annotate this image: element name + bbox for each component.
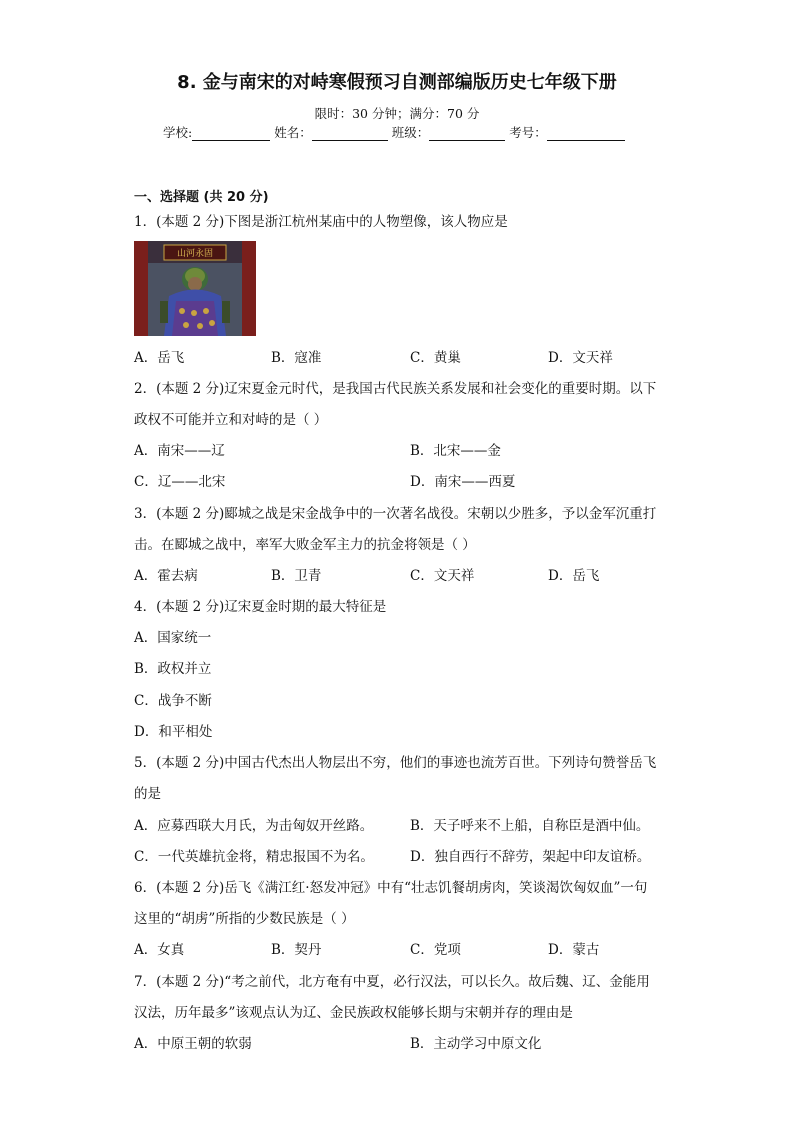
q3-option-b[interactable]: B．卫青 (271, 568, 322, 584)
school-blank[interactable] (192, 127, 270, 141)
q1-option-d[interactable]: D．文天祥 (548, 350, 613, 366)
number-label: 考号： (509, 125, 547, 140)
q6-option-a[interactable]: A．女真 (134, 942, 185, 958)
q6-option-c[interactable]: C．党项 (410, 942, 461, 958)
q1-option-a[interactable]: A．岳飞 (134, 350, 185, 366)
question-2-text-2: 政权不可能并立和对峙的是（ ） (134, 412, 328, 428)
q3-option-a[interactable]: A．霍去病 (134, 568, 198, 584)
question-7-text-2: 汉法，历年最多”该观点认为辽、金民族政权能够长期与宋朝并存的理由是 (134, 1005, 573, 1021)
question-4-text: 4．(本题 2 分)辽宋夏金时期的最大特征是 (134, 599, 387, 615)
q7-option-b[interactable]: B．主动学习中原文化 (410, 1036, 542, 1052)
q4-option-b[interactable]: B．政权并立 (134, 661, 212, 677)
class-label: 班级： (391, 125, 430, 140)
name-label: 姓名： (274, 125, 312, 140)
question-3-text-1: 3．(本题 2 分)郾城之战是宋金战争中的一次著名战役。宋朝以少胜多，予以金军沉重打 (134, 506, 657, 522)
q2-option-a[interactable]: A．南宋——辽 (134, 443, 225, 459)
q5-option-a[interactable]: A．应募西联大月氏，为击匈奴开丝路。 (134, 818, 374, 834)
question-5-text-1: 5．(本题 2 分)中国古代杰出人物层出不穷，他们的事迹也流芳百世。下列诗句赞誉岳飞 (134, 755, 657, 771)
q2-option-d[interactable]: D．南宋——西夏 (410, 474, 516, 490)
number-blank[interactable] (547, 127, 625, 141)
question-3-text-2: 击。在郾城之战中，率军大败金军主力的抗金将领是（ ） (134, 537, 476, 553)
question-5-text-2: 的是 (134, 786, 161, 802)
question-1-text: 1．(本题 2 分)下图是浙江杭州某庙中的人物塑像，该人物应是 (134, 214, 508, 230)
student-info-line (163, 123, 625, 141)
q4-option-d[interactable]: D．和平相处 (134, 724, 213, 740)
q5-option-c[interactable]: C．一代英雄抗金将，精忠报国不为名。 (134, 849, 374, 865)
statue-illustration (134, 241, 256, 336)
q2-option-b[interactable]: B．北宋——金 (410, 443, 501, 459)
question-6-text-1: 6．(本题 2 分)岳飞《满江红·怒发冲冠》中有“壮志饥餐胡虏肉，笑谈渴饮匈奴血”一句 (134, 880, 648, 896)
q4-option-a[interactable]: A．国家统一 (134, 630, 212, 646)
section-title: 一、选择题 (共 20 分) (134, 190, 269, 205)
q5-option-b[interactable]: B．天子呼来不上船，自称臣是酒中仙。 (410, 818, 650, 834)
q5-option-d[interactable]: D．独自西行不辞劳，架起中印友谊桥。 (410, 849, 651, 865)
q1-option-c[interactable]: C．黄巢 (410, 350, 461, 366)
class-blank[interactable] (429, 127, 505, 141)
shrine-sign-text: 山河永固 (176, 249, 214, 259)
q3-option-c[interactable]: C．文天祥 (410, 568, 475, 584)
school-label: 学校: (163, 125, 193, 140)
time-score-line: 限时：30 分钟；满分：70 分 (314, 106, 480, 121)
statue-photo (134, 241, 256, 336)
name-blank[interactable] (312, 127, 388, 141)
q6-option-b[interactable]: B．契丹 (271, 942, 322, 958)
q6-option-d[interactable]: D．蒙古 (548, 942, 600, 958)
question-2-text-1: 2．(本题 2 分)辽宋夏金元时代，是我国古代民族关系发展和社会变化的重要时期。以下 (134, 381, 657, 397)
q4-option-c[interactable]: C．战争不断 (134, 693, 212, 709)
page-title: 8. 金与南宋的对峙寒假预习自测部编版历史七年级下册 (177, 72, 617, 93)
q7-option-a[interactable]: A．中原王朝的软弱 (134, 1036, 252, 1052)
question-7-text-1: 7．(本题 2 分)“考之前代，北方奄有中夏，必行汉法，可以长久。故后魏、辽、金能用 (134, 974, 650, 990)
q1-option-b[interactable]: B．寇准 (271, 350, 322, 366)
q2-option-c[interactable]: C．辽——北宋 (134, 474, 226, 490)
q3-option-d[interactable]: D．岳飞 (548, 568, 600, 584)
question-6-text-2: 这里的“胡虏”所指的少数民族是（ ） (134, 911, 355, 927)
